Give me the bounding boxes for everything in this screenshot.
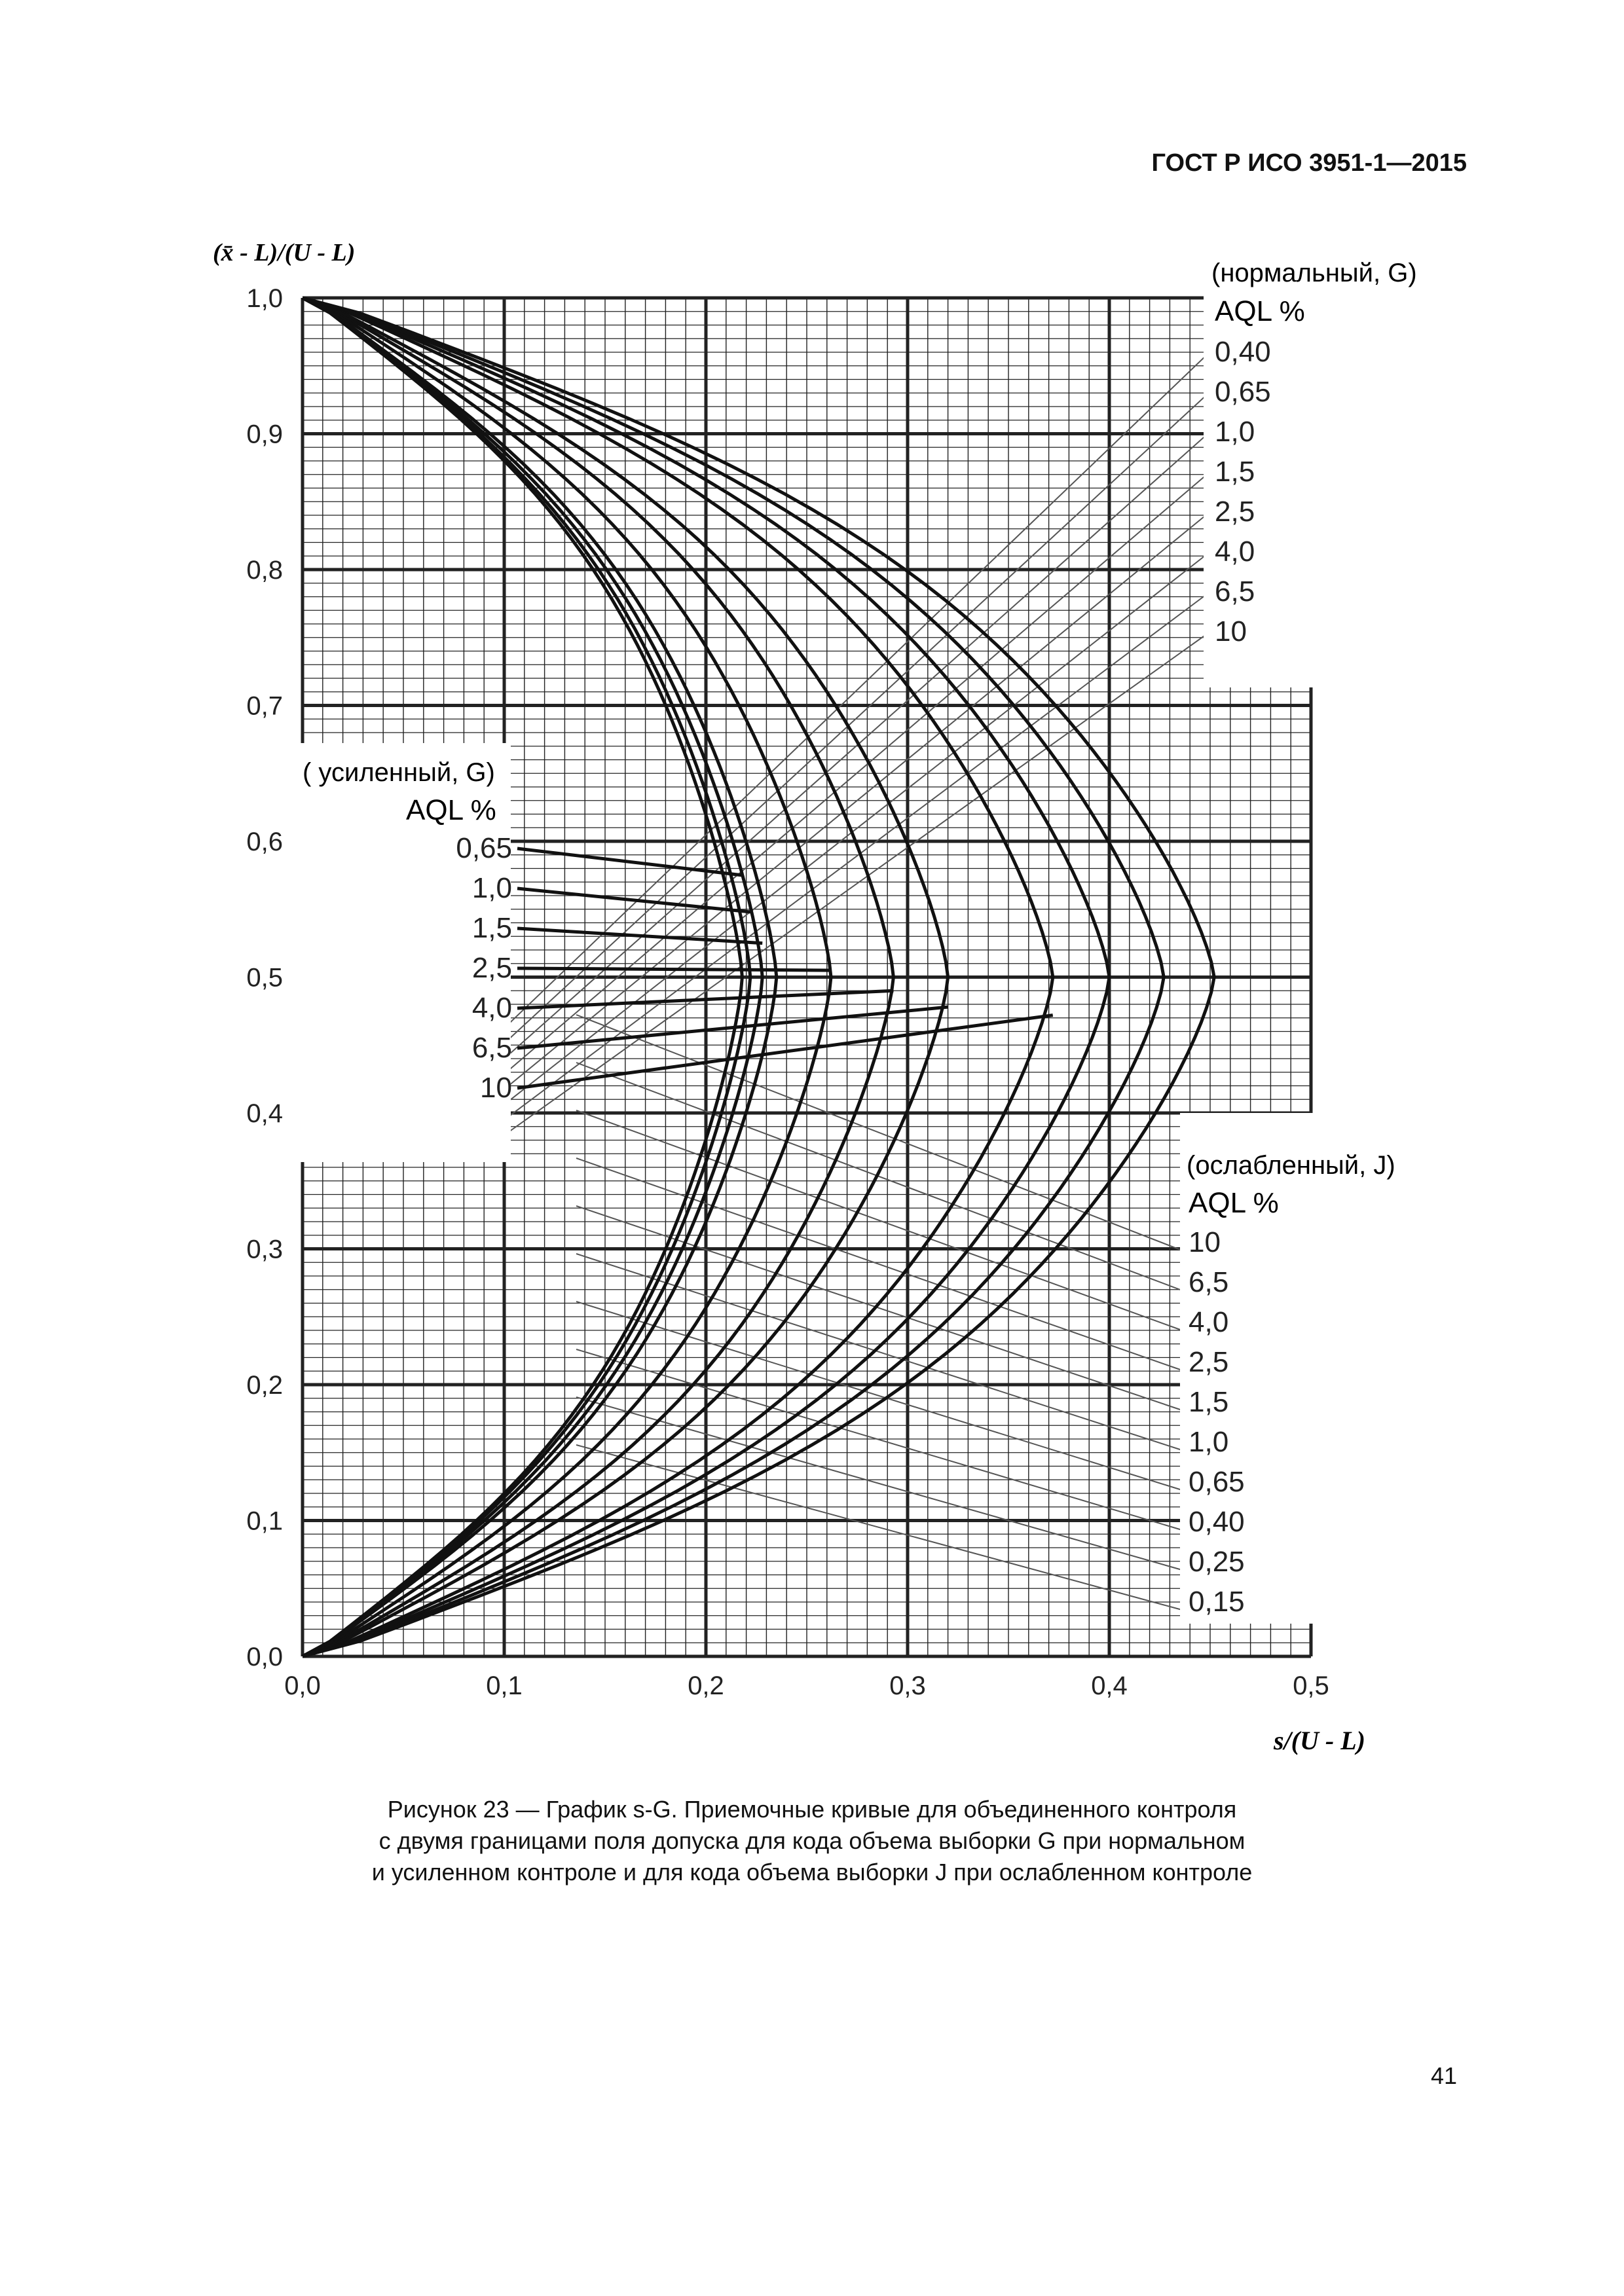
y-tick-label: 0,7 [246,691,283,721]
x-tick-label: 0,4 [1091,1671,1128,1700]
legend-normal-entry: 0,40 [1215,336,1271,368]
legend-tightened-entry: 4,0 [471,992,512,1024]
legend-tightened-entry: 1,0 [471,872,512,904]
y-tick-label: 0,3 [246,1235,283,1264]
leader-line-reduced [576,1397,1182,1570]
leader-line-normal [498,633,1208,1140]
x-tick-label: 0,5 [1293,1671,1329,1700]
legend-normal-entry: 0,65 [1215,376,1271,408]
caption-line-3: и усиленном контроле и для кода объема выборки J при ослабленном контроле [371,1859,1253,1886]
legend-reduced-entry: 1,0 [1189,1426,1229,1458]
leader-line-tightened [517,848,742,875]
legend-reduced-entry: 1,5 [1189,1386,1229,1418]
leader-line-reduced [576,1302,1182,1490]
leader-line-tightened [517,1015,1053,1088]
leader-line-reduced [576,1063,1182,1290]
y-tick-label: 0,5 [246,963,283,993]
y-tick-label: 0,2 [246,1371,283,1400]
legend-reduced-entry: 4,0 [1189,1306,1229,1338]
page-number: 41 [1430,2062,1457,2089]
x-axis-label: s/(U - L) [1274,1726,1365,1755]
leader-line-reduced [576,1445,1182,1610]
legend-reduced-entry: 2,5 [1189,1346,1229,1378]
x-tick-label: 0,1 [486,1671,523,1700]
y-tick-label: 0,0 [246,1643,283,1671]
legend-tightened-subtitle: AQL % [406,794,496,826]
legend-normal-subtitle: AQL % [1215,295,1305,327]
leader-line-tightened [517,968,831,970]
legend-normal-entry: 6,5 [1215,575,1255,608]
leader-line-reduced [576,1015,1182,1250]
legend-tightened-entry: 6,5 [471,1032,512,1064]
legend-reduced-entry: 10 [1189,1226,1221,1258]
y-tick-label: 0,9 [246,420,283,449]
y-tick-label: 0,4 [246,1099,283,1128]
legend-tightened-entry: 10 [480,1072,512,1104]
figure-caption [0,1794,1624,1888]
legend-reduced-entry: 0,15 [1189,1586,1245,1618]
legend-reduced-entry: 0,25 [1189,1546,1245,1578]
x-tick-label: 0,0 [284,1671,321,1700]
caption-line-1: Рисунок 23 — График s-G. Приемочные кривые для объединенного контроля [387,1796,1237,1823]
legend-reduced-entry: 6,5 [1189,1266,1229,1298]
legend-normal-entry: 1,5 [1215,456,1255,488]
legend-reduced-entry: 0,65 [1189,1466,1245,1498]
legend-normal-title: (нормальный, G) [1211,259,1417,287]
leader-line-tightened [517,888,750,912]
x-tick-label: 0,2 [688,1671,724,1700]
y-tick-label: 0,1 [246,1506,283,1536]
leader-line-normal [498,393,1208,1049]
legend-tightened-title: ( усиленный, G) [303,758,495,787]
legend-tightened-entry: 2,5 [471,952,512,984]
legend-normal-entry: 10 [1215,615,1247,647]
y-tick-label: 0,8 [246,556,283,585]
legend-tightened-entry: 1,5 [471,912,512,944]
legend-tightened-entry: 0,65 [456,832,512,864]
y-tick-label: 1,0 [246,284,283,313]
legend-normal-entry: 2,5 [1215,496,1255,528]
legend-normal-entry: 1,0 [1215,416,1255,448]
y-axis-label: (x̄ - L)/(U - L) [213,239,356,266]
legend-reduced-entry: 0,40 [1189,1506,1245,1538]
x-tick-label: 0,3 [889,1671,926,1700]
y-tick-label: 0,6 [246,828,283,856]
caption-line-2: с двумя границами поля допуска для кода объема выборки G при нормальном [378,1827,1246,1854]
document-header: ГОСТ Р ИСО 3951-1—2015 [1151,149,1467,177]
legend-reduced-title: (ослабленный, J) [1187,1151,1395,1180]
legend-reduced-subtitle: AQL % [1189,1187,1279,1219]
legend-normal-entry: 4,0 [1215,536,1255,568]
